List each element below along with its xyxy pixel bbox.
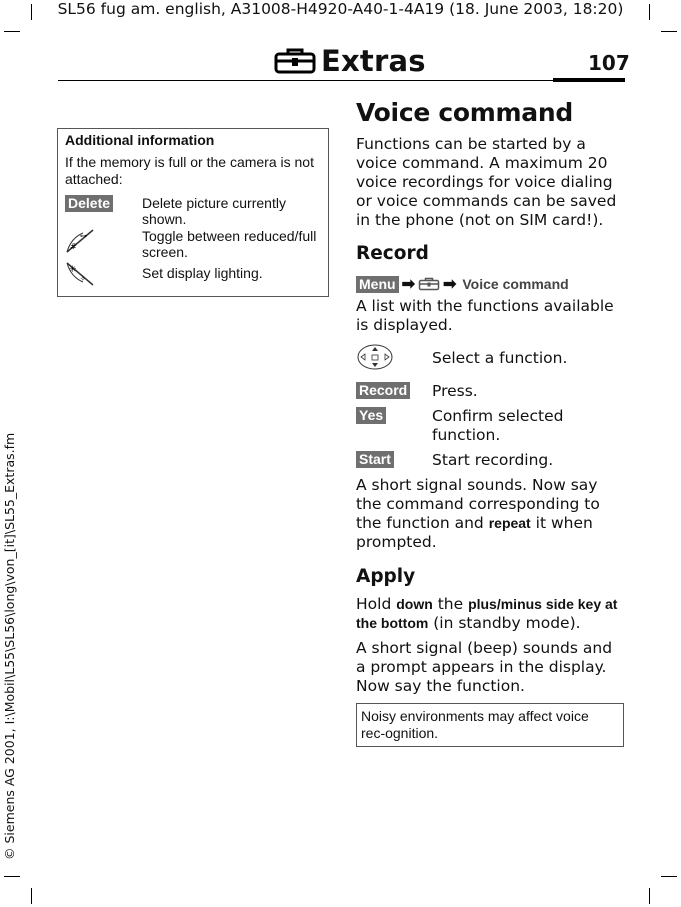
menu-path	[356, 274, 569, 294]
beep-paragraph: A short signal (beep) sounds and a prompt appears in the display. Now say the function.	[356, 639, 613, 695]
info-intro: If the memory is full or the camera is not attached:	[65, 154, 314, 187]
additional-info-box	[57, 128, 329, 297]
svg-text:✧: ✧	[80, 275, 86, 283]
header-rule	[58, 80, 553, 81]
signal-paragraph	[356, 476, 622, 552]
crop-mark	[649, 888, 650, 904]
svg-text:✳: ✳	[69, 265, 77, 275]
hold-bold: plus/minus side key at the bottom	[356, 596, 618, 631]
apply-heading: Apply	[356, 566, 416, 587]
navigation-key-icon	[356, 343, 394, 371]
crop-mark	[661, 31, 677, 32]
crop-mark	[4, 876, 20, 877]
record-heading: Record	[356, 243, 429, 264]
signal-text: it when prompted.	[356, 514, 593, 551]
section-heading: Voice command	[356, 98, 573, 127]
page-number: 107	[588, 51, 630, 75]
step-text: Press.	[432, 382, 478, 400]
delete-softkey: Delete	[65, 195, 113, 212]
info-row-desc: Delete picture currently shown.	[142, 195, 286, 227]
chapter-title	[273, 44, 426, 78]
info-row	[65, 195, 325, 227]
step-text: Select a function.	[432, 349, 568, 367]
info-row-desc: Toggle between reduced/full screen.	[142, 228, 317, 260]
arrow-right-icon: ➡	[401, 276, 415, 293]
start-softkey: Start	[356, 451, 394, 468]
signal-text: A short signal sounds. Now say the command corresponding to the function and	[356, 476, 600, 532]
record-softkey: Record	[356, 382, 410, 399]
info-row-desc: Set display lighting.	[142, 265, 263, 281]
chapter-title-text: Extras	[321, 44, 426, 78]
note-text: Noisy environments may affect voice rec-ognition.	[361, 708, 589, 741]
yes-softkey: Yes	[356, 407, 386, 424]
running-head: SL56 fug am. english, A31008-H4920-A40-1-4A19 (18. June 2003, 18:20)	[57, 0, 624, 18]
step-text: Confirm selected function.	[432, 407, 564, 444]
header-rule-thick	[553, 78, 625, 82]
hold-text: the	[432, 595, 469, 613]
side-copyright: © Siemens AG 2001, I:\Mobil\L55\SL56\long\von_[it]\SL55_Extras.fm	[2, 432, 17, 860]
svg-text:#: #	[70, 242, 77, 251]
crop-mark	[4, 31, 20, 32]
intro-paragraph: Functions can be started by a voice command. A maximum 20 voice recordings for voice dialing or voice commands can be saved in the phone (not on SIM card!).	[356, 135, 617, 229]
hold-text: Hold	[356, 595, 397, 613]
path-label: Voice command	[462, 276, 569, 292]
hash-key-icon	[65, 228, 97, 254]
crop-mark	[661, 876, 677, 877]
menu-softkey: Menu	[356, 276, 399, 293]
svg-text:⊶: ⊶	[80, 232, 87, 240]
hold-text: (in standby mode).	[428, 614, 581, 632]
info-title: Additional information	[65, 132, 215, 148]
extras-briefcase-icon	[418, 276, 440, 292]
step-text: Start recording.	[432, 451, 554, 469]
note-box	[356, 703, 624, 747]
signal-bold: repeat	[488, 515, 531, 531]
star-key-icon	[65, 261, 97, 287]
extras-briefcase-icon	[273, 46, 317, 76]
crop-mark	[31, 888, 32, 904]
list-paragraph: A list with the functions available is displayed.	[356, 297, 614, 334]
arrow-right-icon: ➡	[442, 276, 457, 293]
hold-paragraph	[356, 595, 622, 633]
hold-bold: down	[396, 596, 433, 612]
